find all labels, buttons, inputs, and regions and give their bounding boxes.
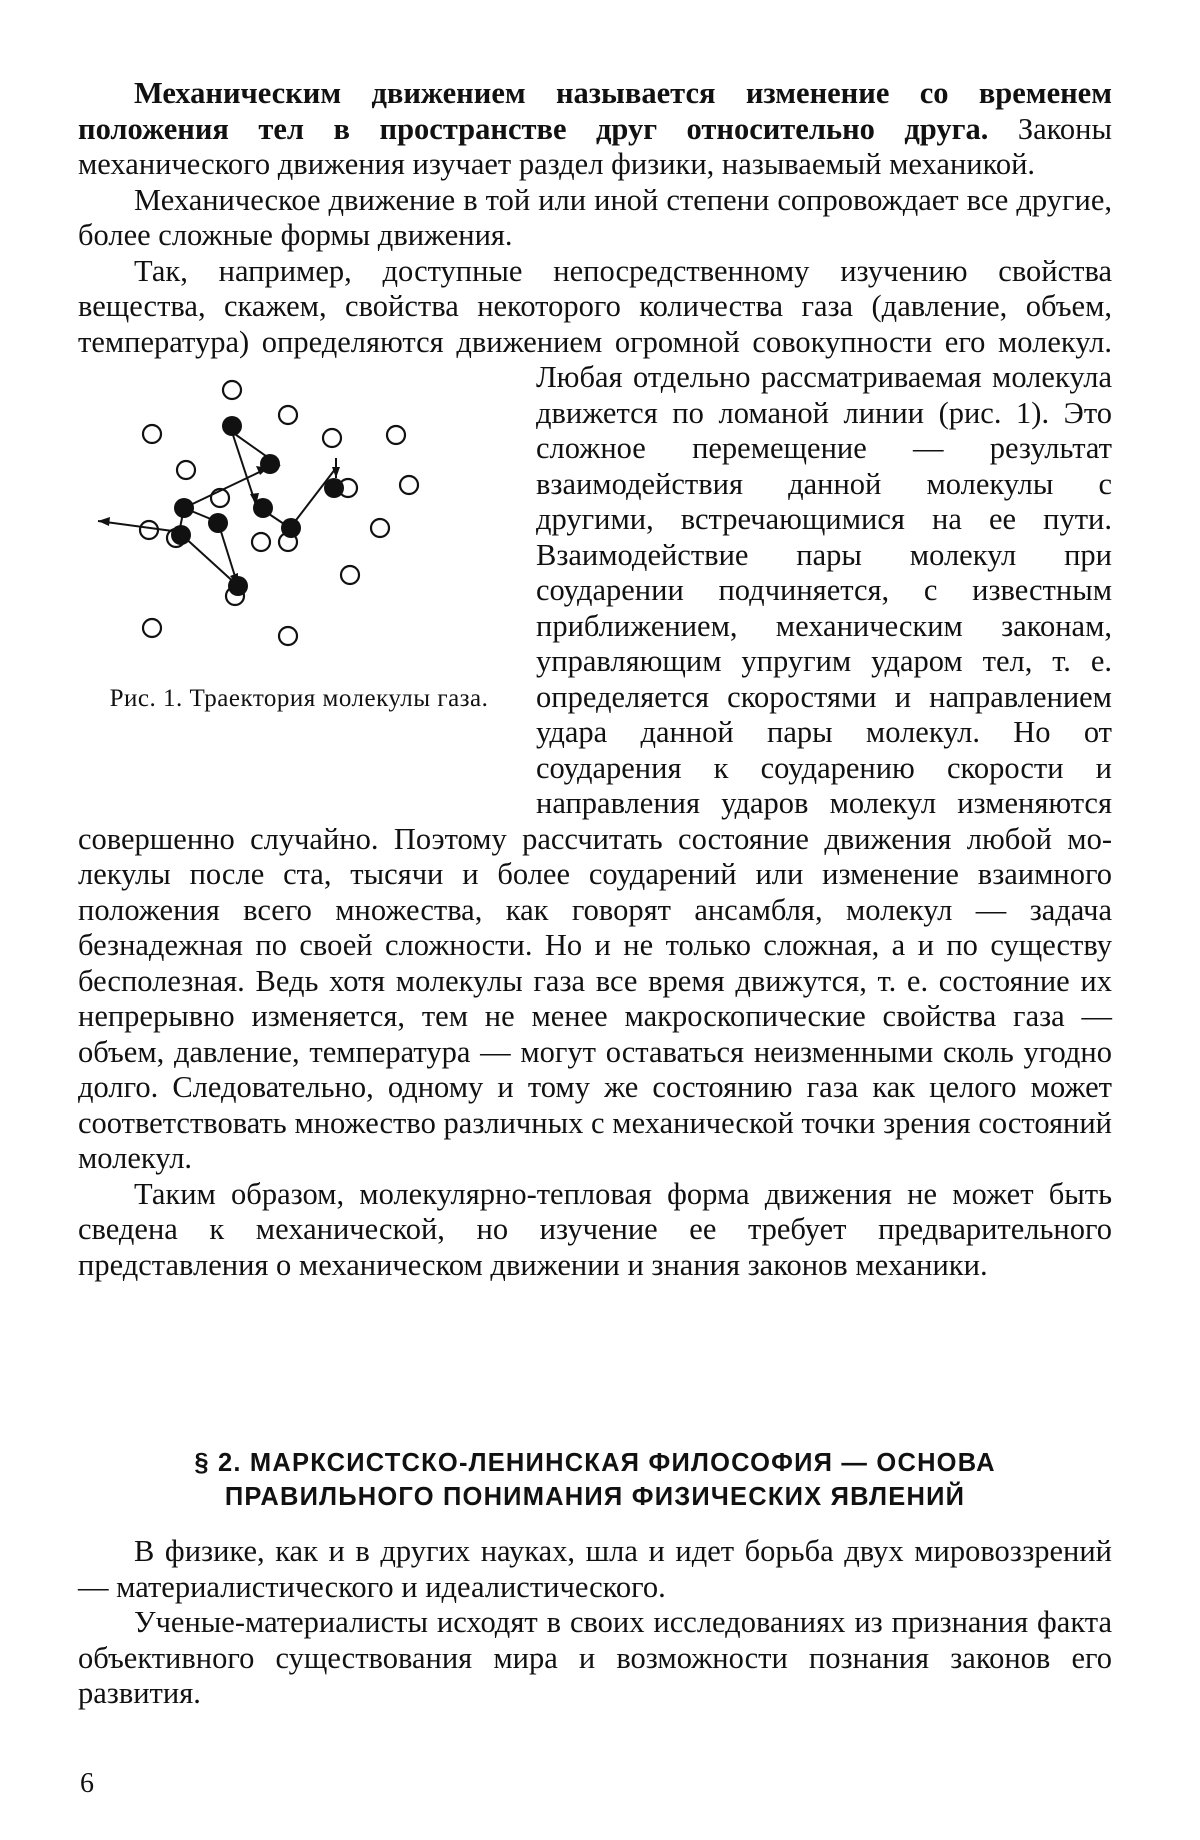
molecule-empty — [341, 566, 359, 584]
molecule-empty — [387, 426, 405, 444]
molecule-trajectory-diagram — [78, 360, 520, 680]
paragraph-2: Механическое движение в той или иной степени сопровождает все другие, более сложные формы движения. — [78, 182, 1112, 252]
paragraph-3-start: Так, например, доступные непосредственному изучению свойства вещества, скажем, свойства некоторого количества газа (давление, объем, температура) определяются движением огромной со — [78, 253, 1112, 359]
molecule-filled — [324, 478, 344, 498]
paragraph-5: В физике, как и в других науках, шла и идет борьба двух мировоззрений — материалистического и идеалистического. — [78, 1534, 1112, 1604]
paragraph-6: Ученые-материалисты исходят в своих исследованиях из признания факта объективного существования мира и возможности познания законов его развития. — [78, 1605, 1112, 1710]
molecule-filled — [171, 525, 191, 545]
page-number: 6 — [80, 1768, 94, 1799]
definition-rest: Законы механического движения изучает раздел физики, называемый механикой. — [78, 111, 1112, 181]
paragraph-4: Таким образом, молекулярно-тепловая форма движения не может быть сведена к механической, но изучение ее требует предварительного представления о механическом движении и знания законов механики. — [78, 1176, 1112, 1282]
figure-1 — [78, 360, 520, 792]
molecule-filled — [253, 498, 273, 518]
molecule-empty — [223, 381, 241, 399]
text-block-upper — [78, 76, 1112, 1283]
paragraph-3 — [78, 254, 1112, 1177]
paragraph-definition — [78, 76, 1112, 183]
molecule-filled — [222, 416, 242, 436]
molecule-empty — [371, 519, 389, 537]
molecule-empty — [143, 425, 161, 443]
molecule-empty — [177, 461, 195, 479]
molecule-filled — [228, 576, 248, 596]
molecule-filled — [281, 518, 301, 538]
section-heading — [78, 1446, 1112, 1514]
molecule-empty — [400, 476, 418, 494]
molecule-empty — [252, 533, 270, 551]
text-block-lower — [78, 1534, 1112, 1712]
molecule-filled — [260, 454, 280, 474]
molecule-empty — [279, 406, 297, 424]
section-heading-line1: § 2. МАРКСИСТСКО-ЛЕНИНСКАЯ ФИЛОСОФИЯ — ОСНОВА — [194, 1449, 996, 1477]
molecule-empty — [140, 521, 158, 539]
molecule-empty — [279, 627, 297, 645]
figure-caption: Рис. 1. Траектория молекулы газа. — [109, 685, 489, 712]
molecule-filled — [208, 513, 228, 533]
paragraph-3-wrap: вокупности его молекул. Любая отдельно рассматриваемая молекула движется по ломаной линии (рис. 1). Это сложное перемещение — результат взаимодействия данной молекулы с другими, встречающимися на ее пути. Взаимодействие пары молекул при соударении подчиняется, с известным приближением, механическим законам, управляющим упругим ударом тел, т. е. определяется скоростями и направлением удара данной пары молекул. Но от соударения к соударению скорости и направления ударов молекул изменяются совершенно случайно. Поэтому рассчитать состояние движения любой молекулы после ста, тысячи и более соударений или изменение взаимного положения всего множества, как говорят ансамбля, молекул — задача безнадежная по своей сложности. Но и не только сложная, а и по существу бесполезная. Ведь хотя молекулы газа все время движутся, т. е. состояние их непрерывно изменяется, тем не менее макроскопические свойства газа — объем, давление, температура — могут оставаться неизменными сколь угодно долго. Следовательно, одному и тому же состоянию газа как целого может соответствовать множество различных с механической точки зрения состояний молекул. — [78, 324, 1113, 1175]
molecule-empty — [323, 429, 341, 447]
section-heading-line2: ПРАВИЛЬНОГО ПОНИМАНИЯ ФИЗИЧЕСКИХ ЯВЛЕНИЙ — [224, 1483, 966, 1511]
definition-bold: Механическим движением называется изменение со временем положения тел в пространстве друг относительно друга. — [78, 76, 1112, 146]
molecule-filled — [174, 498, 194, 518]
molecule-empty — [143, 619, 161, 637]
